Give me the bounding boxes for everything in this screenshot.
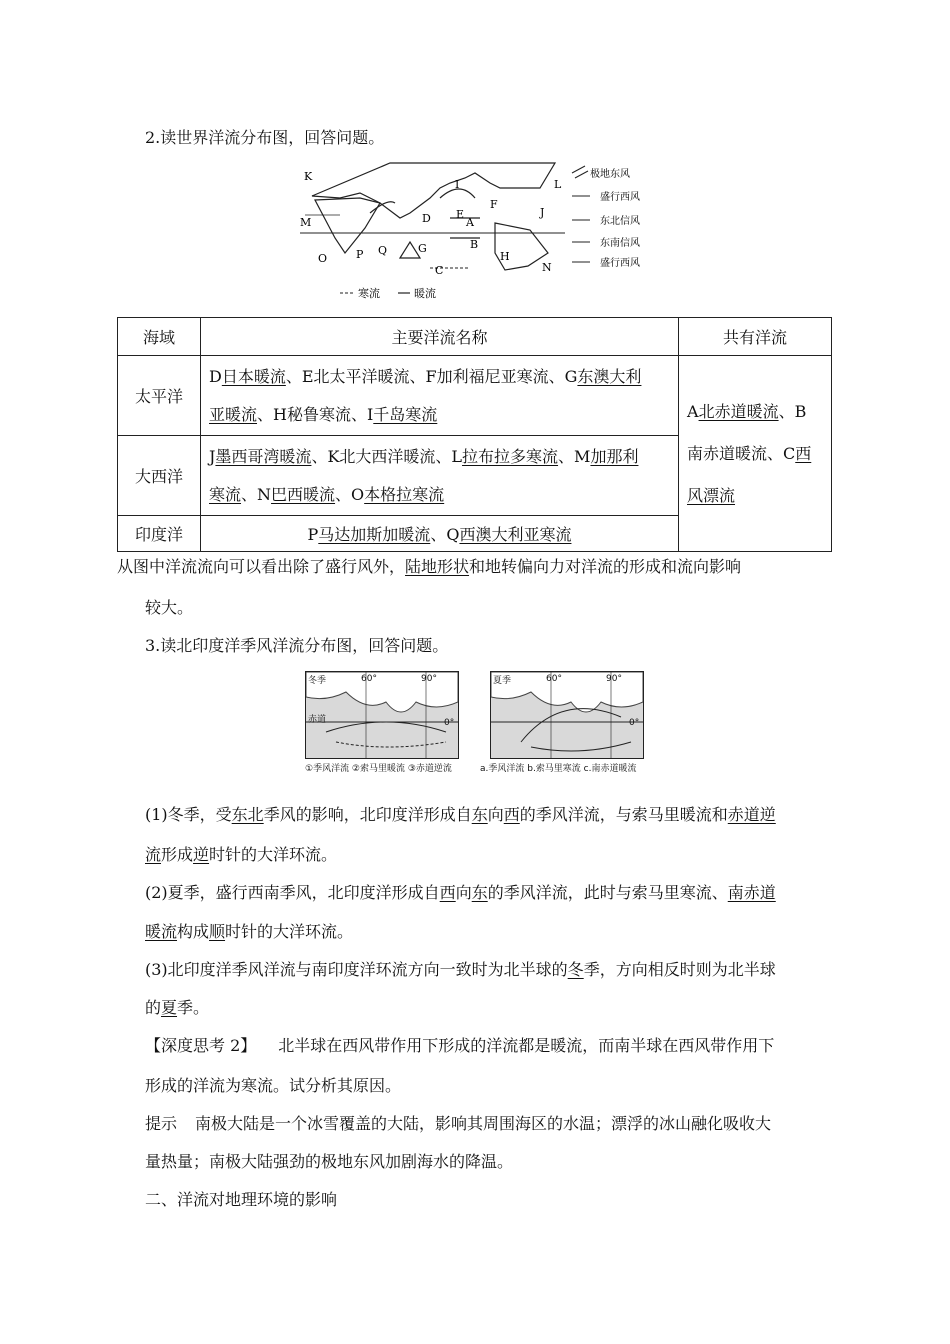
map-label-j: J [540,206,545,219]
row-pacific-currents: D日本暖流、E北太平洋暖流、F加利福尼亚寒流、G东澳大利 亚暖流、H秘鲁寒流、I千岛寒流 [201,356,679,436]
row-indian-sea: 印度洋 [118,516,201,552]
winter-lat-label: 60° [361,674,377,684]
deep-thinking-line2: 形成的洋流为寒流。试分析其原因。 [145,1076,402,1095]
statement-3-line1: (3)北印度洋季风洋流与南印度洋环流方向一致时为北半球的冬季，方向相反时则为北半球 [145,960,776,979]
paragraph-landform: 从图中洋流流向可以看出除了盛行风外，陆地形状和地转偏向力对洋流的形成和流向影响 [117,557,742,576]
winter-monsoon-map [305,671,459,759]
winter-lon-label: 90° [421,674,437,684]
winter-caption: ①季风洋流 ②索马里暖流 ③赤道逆流 [305,764,452,774]
map-label-o: O [318,252,328,265]
row-pacific-sea: 太平洋 [118,356,201,436]
row-atlantic-sea: 大西洋 [118,436,201,516]
hint-line2: 量热量；南极大陆强劲的极地东风加剧海水的降温。 [145,1152,514,1171]
wind-westerlies-north: 盛行西风 [600,192,640,203]
summer-lon-label: 90° [606,674,622,684]
section-2-heading: 二、洋流对地理环境的影响 [145,1190,338,1209]
hint-line1: 提示 南极大陆是一个冰雪覆盖的大陆，影响其周围海区的水温；漂浮的冰山融化吸收大 [145,1114,772,1133]
summer-caption: a.季风洋流 b.索马里寒流 c.南赤道暖流 [480,764,637,774]
south-america-left-outline [315,198,380,253]
map-label-e: E [456,208,465,221]
q2-title: 2.读世界洋流分布图，回答问题。 [145,128,385,147]
ocean-currents-table [117,317,832,552]
row-atlantic-currents: J墨西哥湾暖流、K北大西洋暖流、L拉布拉多寒流、M加那利 寒流、N巴西暖流、O本格拉寒流 [201,436,679,516]
statement-1-line1: (1)冬季，受东北季风的影响，北印度洋形成自东向西的季风洋流，与索马里暖流和赤道逆 [145,805,776,824]
map-label-d: D [422,212,431,225]
summer-zero-label: 0° [629,718,640,728]
statement-3-line2: 的夏季。 [145,998,210,1017]
paragraph-landform-cont: 较大。 [145,598,194,617]
hint-label: 提示 [145,1114,178,1133]
wind-ne-trades: 东北信风 [600,216,640,227]
northern-continent-outline [312,163,555,218]
row-indian-currents: P马达加斯加暖流、Q西澳大利亚寒流 [201,516,679,552]
legend-warm-current: 暖流 [414,287,436,300]
map-label-g: G [418,242,427,255]
summer-monsoon-map [490,671,644,759]
winter-season-label: 冬季 [308,673,326,686]
map-label-f: F [490,198,498,211]
summer-season-label: 夏季 [493,673,511,686]
map-label-m: M [300,216,312,229]
wind-legend [572,166,640,269]
deep-thinking-tag: 【深度思考 2】 [145,1036,257,1055]
header-main-currents: 主要洋流名称 [201,318,679,356]
header-sea: 海域 [118,318,201,356]
winter-equator-label: 赤道 [308,715,327,725]
wind-westerlies-south: 盛行西风 [600,258,640,269]
statement-2-line2: 暖流构成顺时针的大洋环流。 [145,922,354,941]
map-label-q: Q [378,244,388,257]
map-label-a: A [466,216,474,229]
map-label-b: B [470,238,479,251]
summer-lat-label: 60° [546,674,562,684]
legend-cold-current: 寒流 [358,287,380,300]
deep-thinking-line1: 【深度思考 2】 北半球在西风带作用下形成的洋流都是暖流，而南半球在西风带作用下 [145,1036,775,1055]
map-label-i: I [455,178,460,191]
q3-title: 3.读北印度洋季风洋流分布图，回答问题。 [145,636,449,655]
wind-se-trades: 东南信风 [600,238,640,249]
map-label-l: L [554,178,562,191]
map-label-n: N [542,261,552,274]
map-label-h: H [500,250,510,263]
australia-outline [400,242,420,258]
statement-2-line1: (2)夏季，盛行西南季风，北印度洋形成自西向东的季风洋流，此时与索马里寒流、南赤道 [145,883,776,902]
world-ocean-current-map [300,158,660,304]
common-currents-cell: A北赤道暖流、B 南赤道暖流、C西 风漂流 [679,356,832,552]
map-label-p: P [356,248,364,261]
wind-polar-easterlies: 极地东风 [590,169,630,180]
statement-1-line2: 流形成逆时针的大洋环流。 [145,845,338,864]
header-common-currents: 共有洋流 [679,318,832,356]
winter-zero-label: 0° [444,718,455,728]
map-label-c: C [435,264,444,277]
map-label-k: K [304,170,313,183]
